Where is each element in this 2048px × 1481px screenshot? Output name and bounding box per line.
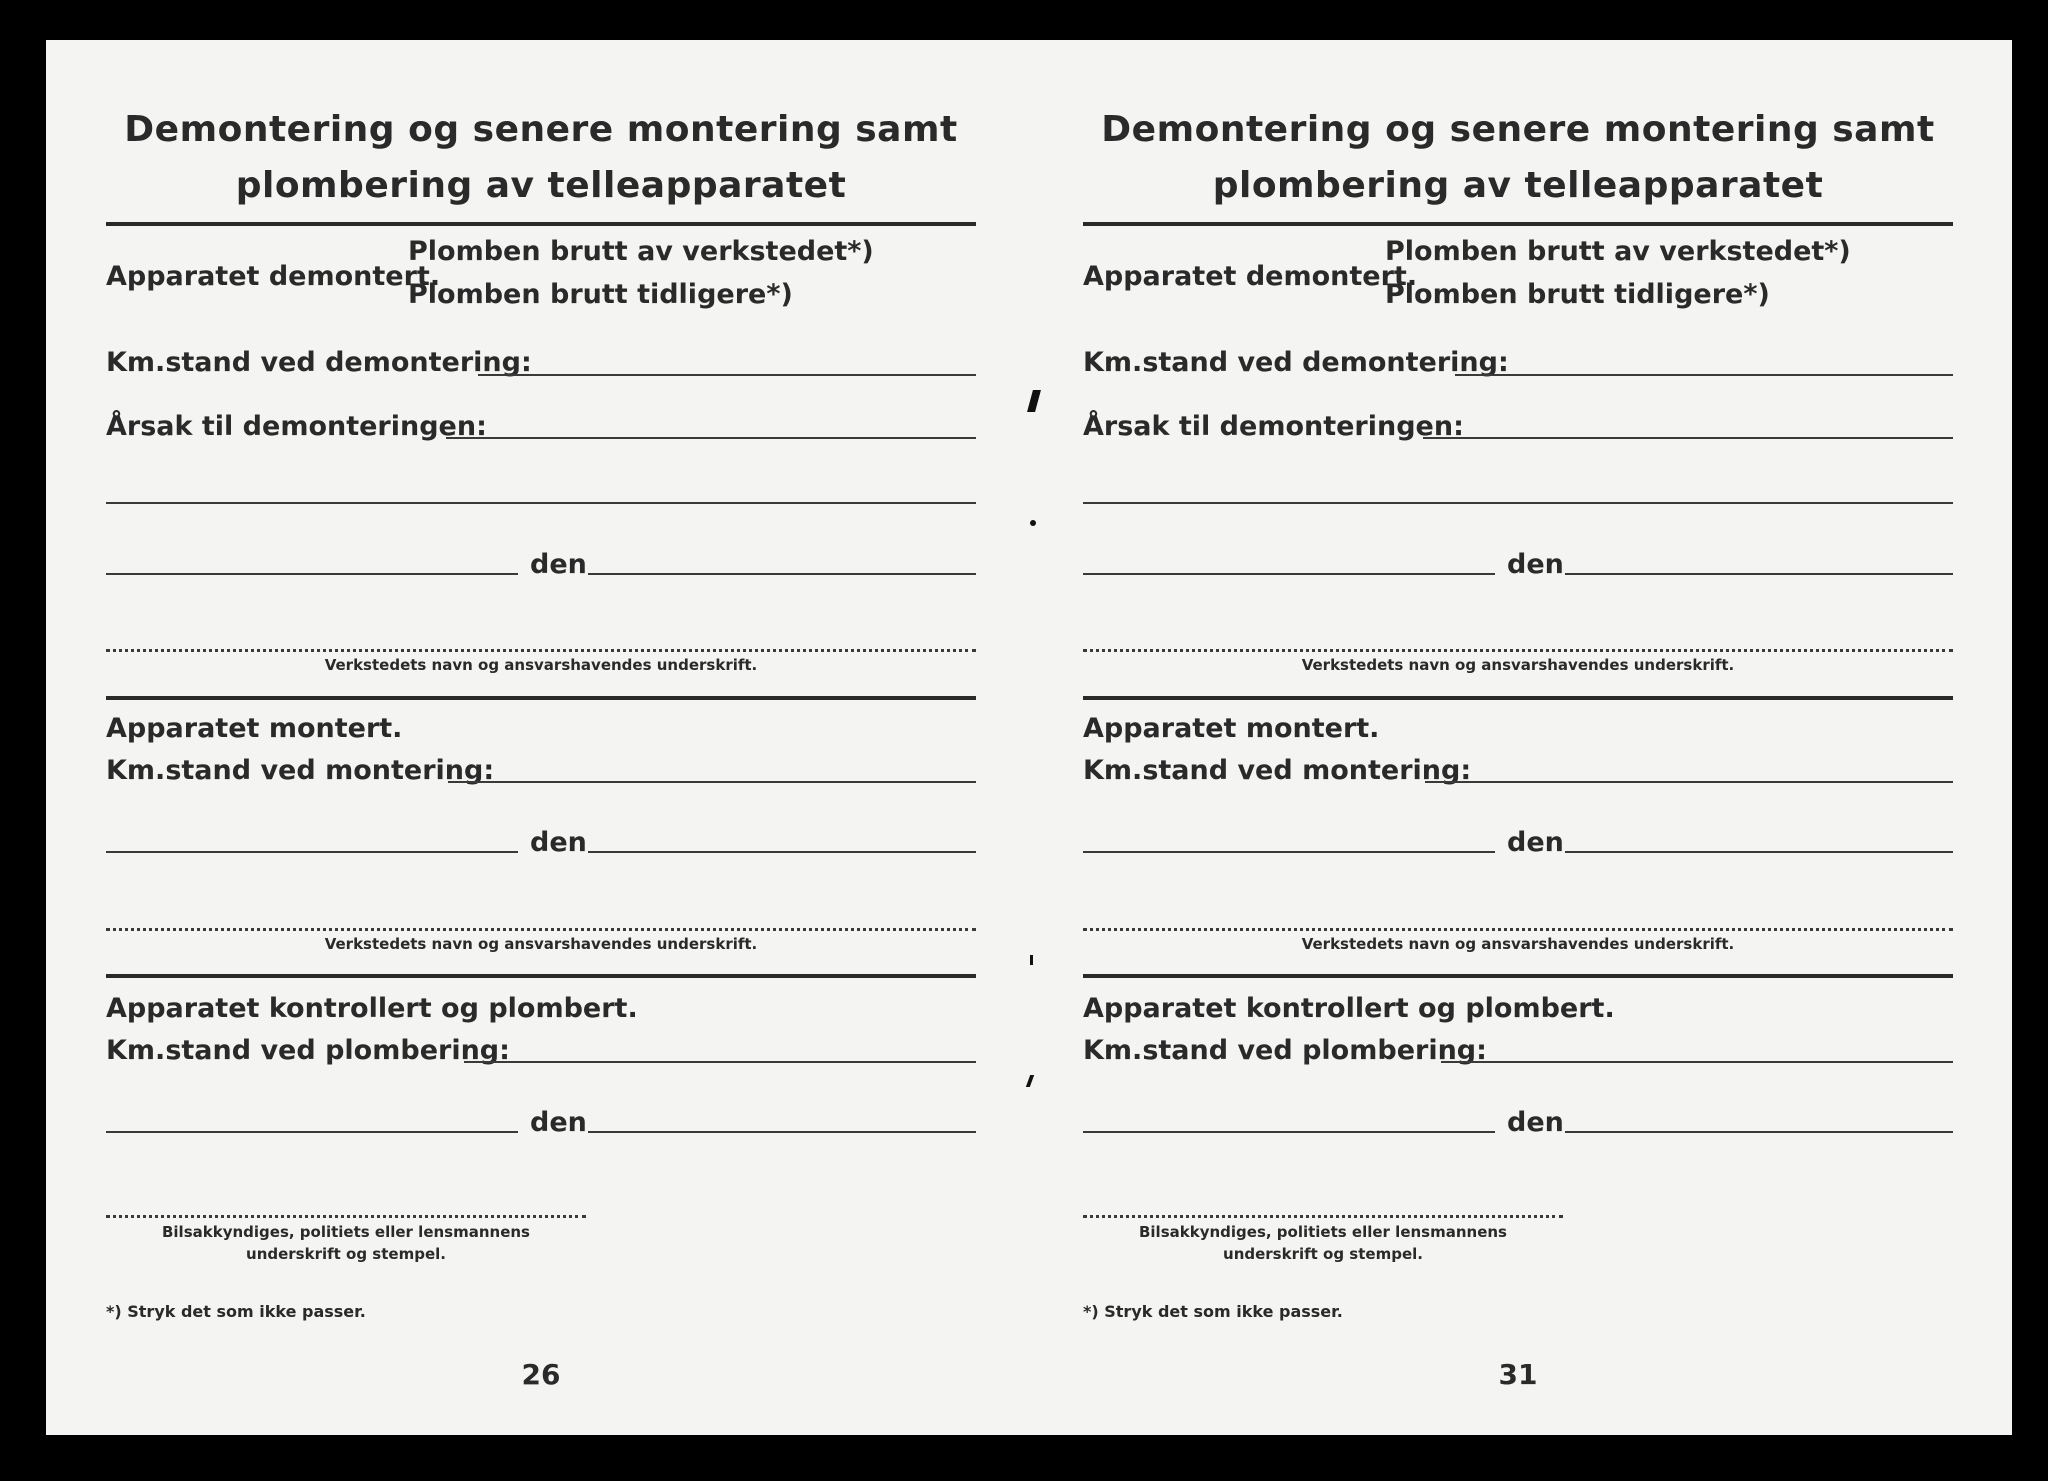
gutter-mark — [1027, 390, 1041, 412]
km-mounting-field[interactable] — [1425, 781, 1953, 783]
gutter-mark — [1030, 520, 1036, 526]
gutter-mark — [1030, 955, 1033, 965]
date-field[interactable] — [1565, 851, 1953, 853]
section-rule — [1083, 974, 1953, 978]
place-field[interactable] — [106, 573, 518, 575]
reason-label: Årsak til demonteringen: — [106, 411, 487, 442]
page-right — [1083, 40, 1953, 1435]
page-title: Demontering og senere montering samt plombering av telleapparatet — [1101, 109, 1935, 206]
signature-caption: Verkstedets navn og ansvarshavendes underskrift. — [1301, 935, 1735, 953]
signature-caption: Verkstedets navn og ansvarshavendes underskrift. — [1301, 656, 1735, 674]
removed-label: Apparatet demontert. — [106, 261, 441, 292]
gutter-mark — [1026, 1075, 1034, 1087]
reason-label: Årsak til demonteringen: — [1083, 411, 1464, 442]
km-sealing-label: Km.stand ved plombering: — [106, 1035, 510, 1066]
km-mounting-label: Km.stand ved montering: — [1083, 755, 1472, 786]
official-signature-line[interactable] — [1083, 1215, 1563, 1218]
date-label: den — [530, 549, 587, 580]
place-field[interactable] — [1083, 851, 1495, 853]
date-label: den — [1507, 549, 1564, 580]
km-removal-field[interactable] — [1455, 374, 1953, 376]
date-label: den — [530, 1107, 587, 1138]
seal-earlier-option[interactable]: Plomben brutt tidligere*) — [1385, 279, 1770, 310]
signature-line[interactable] — [1083, 928, 1953, 931]
official-caption: Bilsakkyndiges, politiets eller lensmannens underskrift og stempel. — [161, 1223, 530, 1263]
km-removal-label: Km.stand ved demontering: — [106, 347, 532, 378]
signature-caption: Verkstedets navn og ansvarshavendes underskrift. — [324, 935, 758, 953]
place-field[interactable] — [1083, 1131, 1495, 1133]
km-sealing-field[interactable] — [1441, 1061, 1953, 1063]
official-caption: Bilsakkyndiges, politiets eller lensmannens underskrift og stempel. — [1138, 1223, 1507, 1263]
date-label: den — [530, 827, 587, 858]
page-number: 31 — [1498, 1358, 1538, 1391]
mounted-label: Apparatet montert. — [106, 713, 403, 744]
page-number: 26 — [521, 1358, 561, 1391]
date-label: den — [1507, 827, 1564, 858]
place-field[interactable] — [1083, 573, 1495, 575]
date-field[interactable] — [588, 573, 976, 575]
page-title: Demontering og senere montering samt plombering av telleapparatet — [124, 109, 958, 206]
footnote: *) Stryk det som ikke passer. — [106, 1302, 366, 1321]
seal-earlier-option[interactable]: Plomben brutt tidligere*) — [408, 279, 793, 310]
booklet-spread — [46, 40, 2012, 1435]
reason-field[interactable] — [446, 437, 976, 439]
km-removal-field[interactable] — [478, 374, 976, 376]
official-signature-line[interactable] — [106, 1215, 586, 1218]
section-rule — [106, 696, 976, 700]
signature-line[interactable] — [106, 649, 976, 652]
date-field[interactable] — [588, 1131, 976, 1133]
checked-label: Apparatet kontrollert og plombert. — [1083, 993, 1615, 1024]
reason-field-continued[interactable] — [1083, 502, 1953, 504]
removed-label: Apparatet demontert. — [1083, 261, 1418, 292]
place-field[interactable] — [106, 851, 518, 853]
reason-field-continued[interactable] — [106, 502, 976, 504]
signature-caption: Verkstedets navn og ansvarshavendes underskrift. — [324, 656, 758, 674]
reason-field[interactable] — [1423, 437, 1953, 439]
page-left — [106, 40, 976, 1435]
checked-label: Apparatet kontrollert og plombert. — [106, 993, 638, 1024]
signature-line[interactable] — [106, 928, 976, 931]
footnote: *) Stryk det som ikke passer. — [1083, 1302, 1343, 1321]
date-field[interactable] — [1565, 573, 1953, 575]
km-removal-label: Km.stand ved demontering: — [1083, 347, 1509, 378]
km-sealing-field[interactable] — [464, 1061, 976, 1063]
date-label: den — [1507, 1107, 1564, 1138]
section-rule — [1083, 696, 1953, 700]
km-sealing-label: Km.stand ved plombering: — [1083, 1035, 1487, 1066]
signature-line[interactable] — [1083, 649, 1953, 652]
km-mounting-label: Km.stand ved montering: — [106, 755, 495, 786]
km-mounting-field[interactable] — [448, 781, 976, 783]
section-rule — [106, 974, 976, 978]
mounted-label: Apparatet montert. — [1083, 713, 1380, 744]
seal-by-workshop-option[interactable]: Plomben brutt av verkstedet*) — [408, 236, 874, 267]
seal-by-workshop-option[interactable]: Plomben brutt av verkstedet*) — [1385, 236, 1851, 267]
title-rule — [106, 222, 976, 226]
date-field[interactable] — [588, 851, 976, 853]
place-field[interactable] — [106, 1131, 518, 1133]
date-field[interactable] — [1565, 1131, 1953, 1133]
title-rule — [1083, 222, 1953, 226]
